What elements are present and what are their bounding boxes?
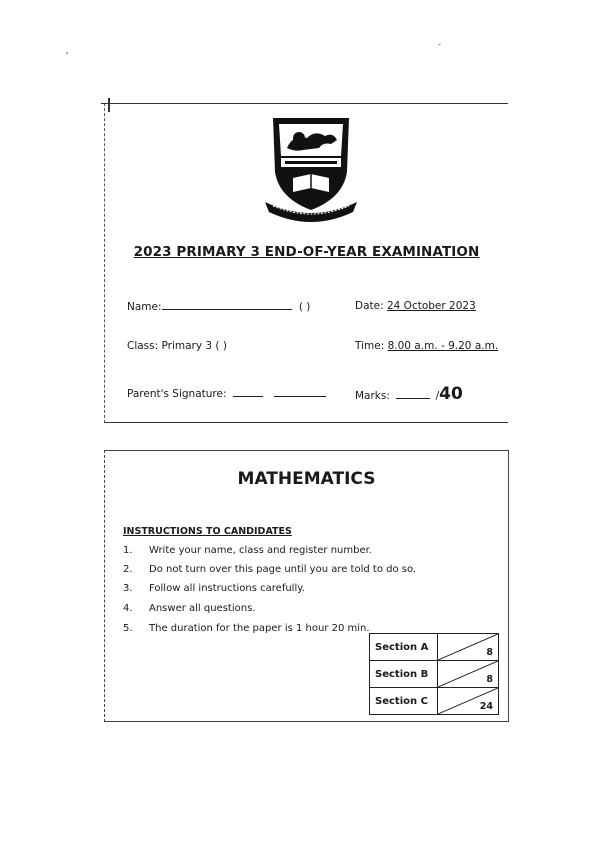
marks-slash: / [435, 390, 440, 402]
name-field [127, 300, 310, 313]
section-max-marks: 8 [486, 647, 493, 658]
section-row [370, 634, 499, 661]
signature-field [127, 387, 326, 400]
section-name: Section B [370, 661, 438, 688]
date-field [355, 300, 476, 312]
instruction-text: Follow all instructions carefully. [149, 583, 305, 594]
section-row [370, 661, 499, 688]
section-score-cell[interactable] [438, 634, 499, 661]
instruction-number: 5. [123, 623, 133, 634]
register-number-paren: ( ) [298, 301, 311, 313]
signature-blank[interactable] [274, 387, 326, 397]
section-score-cell[interactable] [438, 661, 499, 688]
marks-field [355, 384, 463, 404]
instruction-number: 4. [123, 603, 133, 614]
instruction-number: 1. [123, 545, 133, 556]
exam-title: 2023 PRIMARY 3 END-OF-YEAR EXAMINATION [133, 244, 480, 260]
marks-blank[interactable] [396, 389, 430, 399]
subject-title: MATHEMATICS [237, 469, 376, 489]
section-score-cell[interactable] [438, 688, 499, 715]
marks-total: 40 [439, 384, 463, 404]
instruction-text: Write your name, class and register number. [149, 545, 372, 556]
corner-mark [101, 103, 113, 104]
time-field [355, 340, 498, 352]
section-max-marks: 24 [479, 701, 493, 712]
instruction-item [123, 564, 416, 575]
instruction-text: Do not turn over this page until you are told to do so. [149, 564, 417, 575]
time-value: 8.00 a.m. - 9.20 a.m. [387, 340, 499, 352]
instructions-heading: INSTRUCTIONS TO CANDIDATES [123, 526, 292, 537]
section-max-marks: 8 [486, 674, 493, 685]
instruction-text: The duration for the paper is 1 hour 20 min. [149, 623, 370, 634]
instruction-number: 2. [123, 564, 133, 575]
instruction-text: Answer all questions. [149, 603, 256, 614]
marks-label: Marks: [355, 390, 390, 402]
corner-tick [108, 98, 110, 112]
name-blank[interactable] [162, 300, 292, 310]
signature-label: Parent's Signature: [127, 388, 227, 400]
section-marks-table [369, 633, 499, 715]
name-label: Name: [127, 301, 162, 313]
section-name: Section C [370, 688, 438, 715]
date-value: 24 October 2023 [386, 300, 476, 312]
signature-blank[interactable] [233, 387, 263, 397]
date-label: Date: [355, 300, 384, 312]
instruction-item [123, 603, 255, 614]
instruction-item [123, 545, 372, 556]
instruction-number: 3. [123, 583, 133, 594]
scan-speck [66, 52, 68, 54]
instructions-box [104, 450, 509, 722]
instruction-item [123, 623, 370, 634]
instruction-item [123, 583, 305, 594]
school-crest-icon [263, 112, 359, 222]
section-name: Section A [370, 634, 438, 661]
time-label: Time: [355, 340, 385, 352]
header-box [104, 103, 508, 423]
scan-speck [438, 44, 441, 45]
class-label: Class: Primary 3 ( ) [127, 340, 227, 352]
section-row [370, 688, 499, 715]
